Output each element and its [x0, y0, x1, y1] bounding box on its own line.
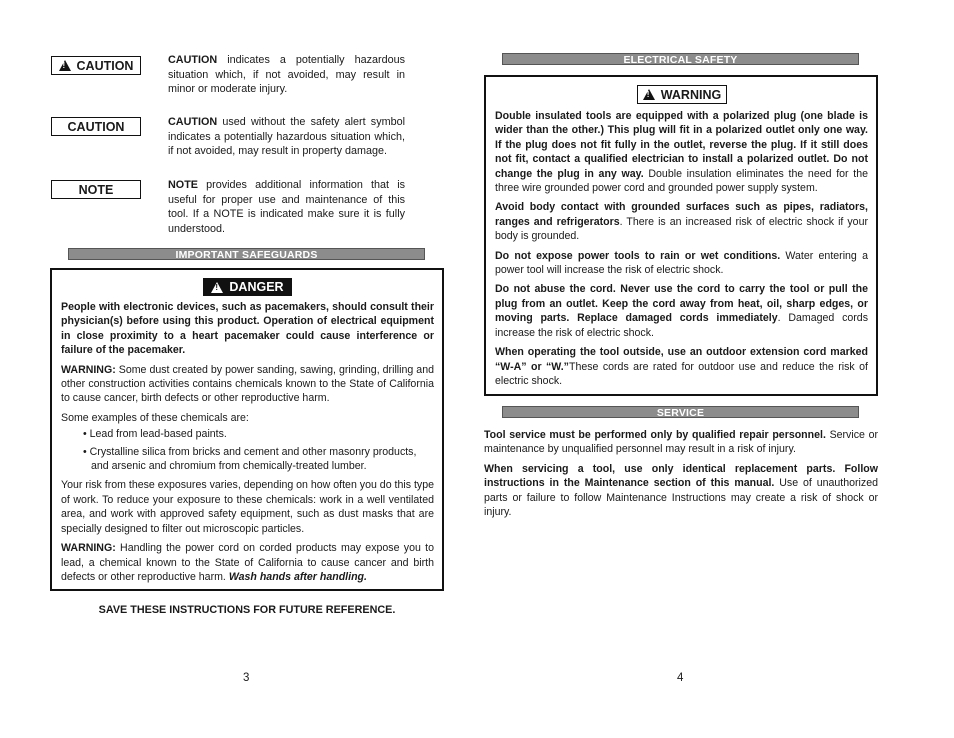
danger-panel — [50, 268, 444, 591]
examples-intro: Some examples of these chemicals are: — [61, 411, 249, 424]
danger-label-box — [203, 278, 292, 296]
lead-cord-warning: WARNING: Handling the power cord on corded products may expose you to lead, a chemical known to the State of California to cause cancer and birth defects or other reproductive harm. Wash hands after handling. — [61, 542, 434, 583]
service-paragraph-2: When servicing a tool, use only identical replacement parts. Follow instructions in the Maintenance section of this manual. Use of unauthorized parts or failure to follow Maintenance Instructions may create a risk of shock or injury. — [484, 462, 878, 519]
cord-abuse-paragraph: Do not abuse the cord. Never use the cord to carry the tool or pull the plug from an outlet. Keep the cord away from heat, oil, sharp edges, or moving parts. Replace damaged cords immediately. Damaged cords increase the risk of electric shock. — [495, 283, 868, 339]
caution-no-symbol-definition: CAUTION used without the safety alert symbol indicates a potentially hazardous situation which, if not avoided, may result in property damage. — [168, 116, 405, 157]
caution-tag-label: CAUTION — [76, 58, 134, 73]
rain-paragraph: Do not expose power tools to rain or wet conditions. Water entering a power tool will increase the risk of electric shock. — [495, 249, 868, 277]
service-header: SERVICE — [502, 406, 859, 418]
exposure-risk-text: Your risk from these exposures varies, depending on how often you do this type of work. To reduce your exposure to these chemicals: work in a well ventilated area, and work with approved safety equipment, such as dust masks that are specially designed to filter out microscopic particles. — [61, 479, 434, 535]
note-tag-label: NOTE — [78, 182, 114, 197]
alert-triangle-icon — [643, 89, 655, 100]
electrical-safety-header: ELECTRICAL SAFETY — [502, 53, 859, 65]
caution-tag-with-icon — [51, 56, 141, 75]
bullet-silica: • Crystalline silica from bricks and cement and other masonry products, and arsenic and chromium from chemically-treated lumber. — [83, 445, 417, 473]
service-text — [484, 428, 878, 524]
note-definition: NOTE provides additional information that is useful for proper use and maintenance of this tool. If a NOTE is indicated make sure it is fully understood. — [168, 179, 405, 235]
warning-panel — [484, 75, 878, 396]
bullet-lead: • Lead from lead-based paints. — [83, 428, 227, 441]
alert-triangle-icon — [211, 282, 223, 293]
warning-label: WARNING — [660, 87, 722, 102]
caution-definition: CAUTION indicates a potentially hazardous situation which, if not avoided, may result in minor or moderate injury. — [168, 54, 405, 95]
save-instructions: SAVE THESE INSTRUCTIONS FOR FUTURE REFERENCE. — [98, 604, 396, 616]
important-safeguards-header: IMPORTANT SAFEGUARDS — [68, 248, 425, 260]
extension-cord-paragraph: When operating the tool outside, use an outdoor extension cord marked “W-A” or “W.”These cords are rated for outdoor use and reduce the risk of electric shock. — [495, 346, 868, 387]
caution-tag — [51, 117, 141, 136]
dust-warning: WARNING: Some dust created by power sanding, sawing, grinding, drilling and other construction activities contains chemicals known to the State of California to cause cancer, birth defects or other reproductive harm. — [61, 363, 434, 405]
alert-triangle-icon — [59, 60, 71, 71]
danger-label: DANGER — [229, 280, 284, 294]
grounded-surfaces-paragraph: Avoid body contact with grounded surfaces such as pipes, radiators, ranges and refrigerators. There is an increased risk of electric shock if your body is grounded. — [495, 201, 868, 243]
page-number-right: 4 — [677, 672, 684, 684]
caution-tag-label: CAUTION — [67, 119, 125, 134]
page-number-left: 3 — [243, 672, 250, 684]
service-paragraph-1: Tool service must be performed only by qualified repair personnel. Service or maintenance by unqualified personnel may result in a risk of injury. — [484, 429, 878, 456]
warning-label-box — [637, 85, 727, 104]
pacemaker-warning: People with electronic devices, such as pacemakers, should consult their physician(s) before using this product. Operation of electrical equipment in close proximity to a heart pacemaker could cause interference or failure of the pacemaker. — [61, 301, 434, 357]
polarized-plug-paragraph: Double insulated tools are equipped with a polarized plug (one blade is wider than the other.) This plug will fit in a polarized outlet only one way. If the plug does not fit fully in the outlet, reverse the plug. If it still does not fit, contact a qualified electrician to install a polarized outlet. Do not change the plug in any way. Double insulation eliminates the need for the three wire grounded power cord and grounded power supply system. — [495, 110, 868, 195]
note-tag — [51, 180, 141, 199]
